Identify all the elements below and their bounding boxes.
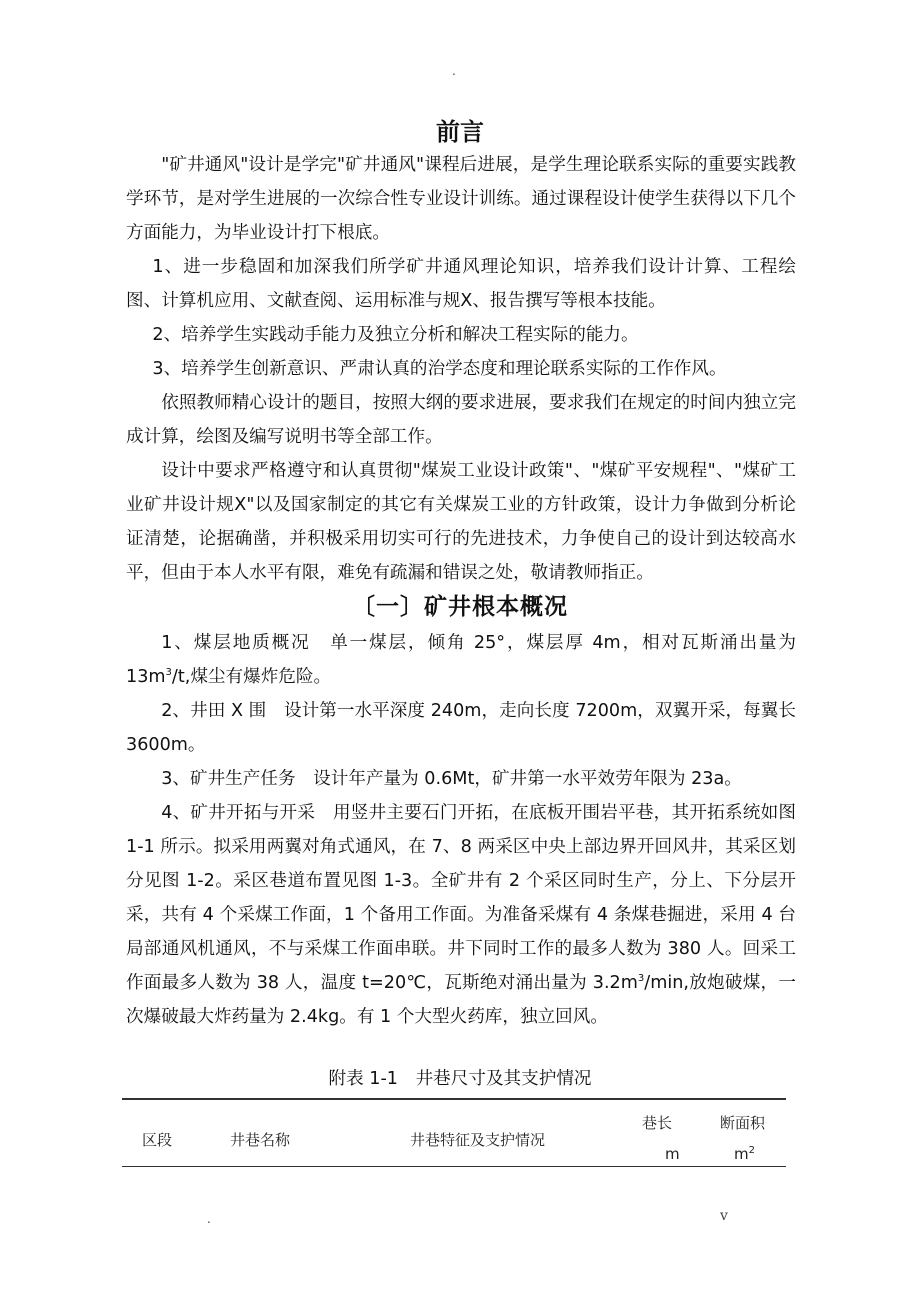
table-caption: 附表 1-1 井巷尺寸及其支护情况 xyxy=(328,1069,592,1089)
overview-item-1-sup: 3 xyxy=(165,667,172,679)
footer-mark: v xyxy=(720,1208,728,1224)
col-header-feature: 井巷特征及支护情况 xyxy=(410,1131,546,1149)
header-dot: . xyxy=(452,64,456,78)
col-header-area-unit-base: m xyxy=(734,1145,749,1163)
overview-item-4 xyxy=(126,796,796,1034)
preface-paragraph-5: 依照教师精心设计的题目，按照大纲的要求进展，要求我们在规定的时间内独立完成计算，绘图及编写说明书等全部工作。 xyxy=(126,393,796,447)
preface-paragraph-3: 2、培养学生实践动手能力及独立分析和解决工程实际的能力。 xyxy=(152,325,639,345)
preface-paragraph-1: "矿井通风"设计是学完"矿井通风"课程后进展，是学生理论联系实际的重要实践教学环节，是对学生进展的一次综合性专业设计训练。通过课程设计使学生获得以下几个方面能力，为毕业设计打下根底。 xyxy=(126,155,796,243)
overview-item-2: 2、井田 X 围 设计第一水平深度 240m，走向长度 7200m，双翼开采，每翼长 3600m。 xyxy=(126,701,796,755)
overview-item-4-sup: 3 xyxy=(637,973,645,985)
section-heading: 〔一〕矿井根本概况 xyxy=(352,594,568,620)
overview-item-3: 3、矿井生产任务 设计年产量为 0.6Mt，矿井第一水平效劳年限为 23a。 xyxy=(161,769,742,789)
table-top-rule xyxy=(122,1098,786,1100)
col-header-area-unit xyxy=(734,1145,755,1163)
col-header-area-unit-sup: 2 xyxy=(748,1145,755,1156)
overview-item-1-text: 1、煤层地质概况 单一煤层，倾角 25°，煤层厚 4m，相对瓦斯涌出量为 13m xyxy=(126,633,796,687)
footer-dot: . xyxy=(207,1212,211,1226)
overview-item-4-text: 4、矿井开拓与开采 用竖井主要石门开拓，在底板开围岩平巷，其开拓系统如图 1-1 所示。拟采用两翼对角式通风，在 7、8 两采区中央上部边界开回风井，其采区划分见图 1-2。采区巷道布置见图 1-3。全矿井有 2 个采区同时生产，分上、下分层开采，共有 4 个采煤工作面，1 个备用工作面。为准备采煤有 4 条煤巷掘进，采用 4 台局部通风机通风，不与采煤工作面串联。井下同时工作的最多人数为 380 人。回采工作面最多人数为 38 人，温度 t=20℃，瓦斯绝对涌出量为 3.2m xyxy=(126,803,796,993)
overview-item-1-text-end: /t,煤尘有爆炸危险。 xyxy=(171,667,332,687)
col-header-name: 井巷名称 xyxy=(230,1131,291,1149)
overview-item-4-text-end: /min,放炮破煤，一次爆破最大炸药量为 2.4kg。有 1 个大型火药库，独立回风。 xyxy=(126,973,796,1027)
col-header-area: 断面积 xyxy=(720,1114,766,1132)
overview-item-1 xyxy=(126,626,796,694)
col-header-section: 区段 xyxy=(142,1131,173,1149)
preface-paragraph-2: 1、进一步稳固和加深我们所学矿井通风理论知识，培养我们设计计算、工程绘图、计算机应用、文献查阅、运用标准与规X、报告撰写等根本技能。 xyxy=(126,257,796,311)
col-header-length-unit: m xyxy=(665,1145,680,1163)
page-title: 前言 xyxy=(436,118,484,146)
preface-paragraph-4: 3、培养学生创新意识、严肃认真的治学态度和理论联系实际的工作作风。 xyxy=(152,359,727,379)
preface-paragraph-6: 设计中要求严格遵守和认真贯彻"煤炭工业设计政策"、"煤矿平安规程"、"煤矿工业矿井设计规X"以及国家制定的其它有关煤炭工业的方针政策，设计力争做到分析论证清楚，论据确凿，并积极采用切实可行的先进技术，力争使自己的设计到达较高水平，但由于本人水平有限，难免有疏漏和错误之处，敬请教师指正。 xyxy=(126,461,796,583)
col-header-length: 巷长 xyxy=(642,1114,673,1132)
table-header-rule xyxy=(122,1166,786,1167)
